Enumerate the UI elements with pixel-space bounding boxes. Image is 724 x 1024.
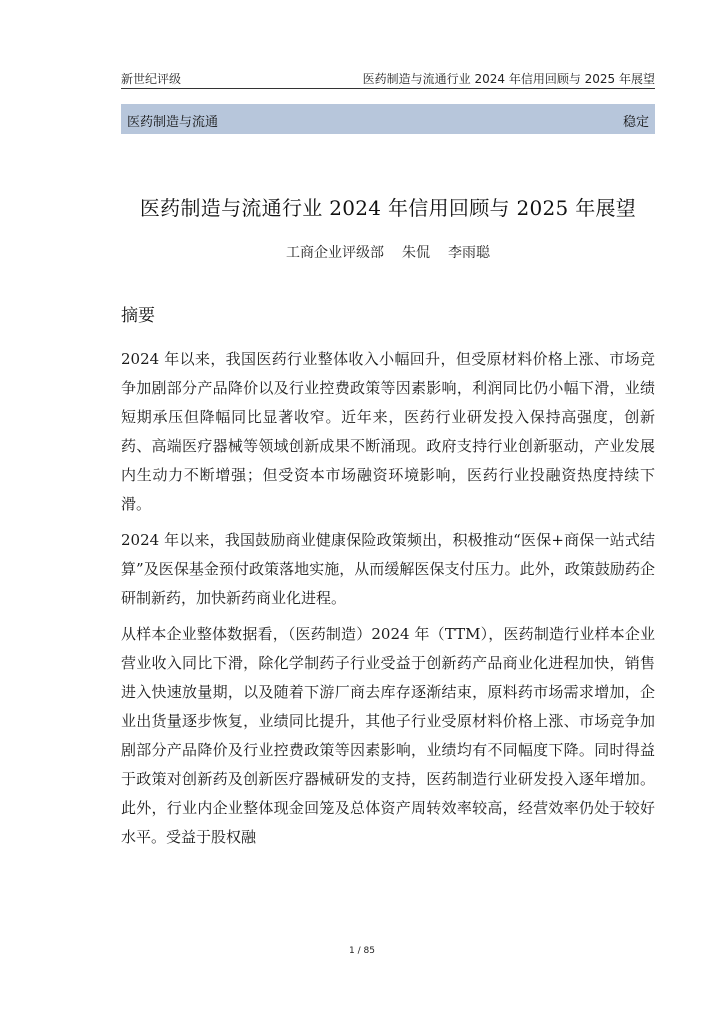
abstract-paragraph-1: 2024 年以来，我国医药行业整体收入小幅回升，但受原材料价格上涨、市场竞争加剧部分产品降价以及行业控费政策等因素影响，利润同比仍小幅下滑，业绩短期承压但降幅同比显著收窄。近年来，医药行业研发投入保持高强度，创新药、高端医疗器械等领域创新成果不断涌现。政府支持行业创新驱动，产业发展内生动力不断增强；但受资本市场融资环境影响，医药行业投融资热度持续下滑。 [121, 350, 655, 513]
section-heading-abstract: 摘要 [121, 306, 155, 326]
header-doc-title: 医药制造与流通行业 2024 年信用回顾与 2025 年展望 [362, 72, 655, 86]
report-title: 医药制造与流通行业 2024 年信用回顾与 2025 年展望 [139, 196, 637, 220]
page-number: 1 / 85 [349, 946, 375, 956]
abstract-body [121, 345, 655, 859]
header-org-name: 新世纪评级 [121, 72, 182, 86]
author-name-2: 李雨聪 [448, 245, 490, 261]
industry-outlook-band [121, 104, 655, 134]
author-name-1: 朱侃 [402, 245, 430, 261]
abstract-paragraph-3: 从样本企业整体数据看，（医药制造）2024 年（TTM），医药制造行业样本企业营业收入同比下滑，除化学制药子行业受益于创新药产品商业化进程加快，销售进入快速放量期，以及随着下游厂商去库存逐渐结束，原料药市场需求增加，企业出货量逐步恢复，业绩同比提升，其他子行业受原材料价格上涨、市场竞争加剧部分产品降价及行业控费政策等因素影响，业绩均有不同幅度下降。同时得益于政策对创新药及创新医疗器械研发的支持，医药制造行业研发投入逐年增加。此外，行业内企业整体现金回笼及总体资产周转效率较高，经营效率仍处于较好水平。受益于股权融 [121, 625, 655, 846]
abstract-paragraph-2: 2024 年以来，我国鼓励商业健康保险政策频出，积极推动“医保+商保一站式结算”及医保基金预付政策落地实施，从而缓解医保支付压力。此外，政策鼓励药企研制新药，加快新药商业化进程。 [121, 531, 655, 607]
outlook-rating: 稳定 [622, 115, 649, 130]
industry-name: 医药制造与流通 [127, 115, 219, 130]
page-header [121, 68, 655, 89]
authors-line [121, 242, 655, 262]
author-department: 工商企业评级部 [286, 245, 384, 261]
